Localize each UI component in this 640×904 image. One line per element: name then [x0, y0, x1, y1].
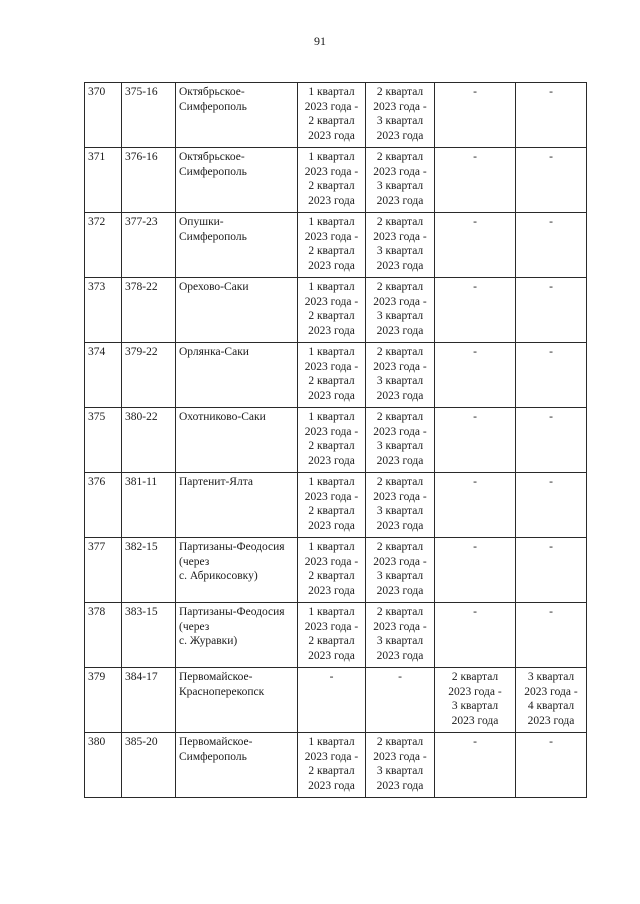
table-row	[85, 278, 587, 343]
route-code-cell: 382-15	[122, 538, 176, 603]
table-row	[85, 83, 587, 148]
period-3-cell: -	[435, 733, 516, 798]
period-1-cell: 1 квартал 2023 года - 2 квартал 2023 года	[298, 278, 366, 343]
period-3-cell: -	[435, 538, 516, 603]
period-4-cell: 3 квартал 2023 года - 4 квартал 2023 года	[516, 668, 587, 733]
period-4-cell: -	[516, 603, 587, 668]
route-name-cell: Октябрьское- Симферополь	[176, 148, 298, 213]
period-1-cell: 1 квартал 2023 года - 2 квартал 2023 года	[298, 603, 366, 668]
period-3-cell: -	[435, 408, 516, 473]
period-4-cell: -	[516, 473, 587, 538]
route-name-cell: Первомайское- Симферополь	[176, 733, 298, 798]
route-code-cell: 377-23	[122, 213, 176, 278]
route-name-cell: Орехово-Саки	[176, 278, 298, 343]
table-row	[85, 538, 587, 603]
route-name-cell: Октябрьское- Симферополь	[176, 83, 298, 148]
route-code-cell: 383-15	[122, 603, 176, 668]
period-1-cell: 1 квартал 2023 года - 2 квартал 2023 года	[298, 213, 366, 278]
table-row	[85, 148, 587, 213]
period-2-cell: 2 квартал 2023 года - 3 квартал 2023 года	[366, 213, 435, 278]
period-1-cell: -	[298, 668, 366, 733]
period-3-cell: -	[435, 213, 516, 278]
period-1-cell: 1 квартал 2023 года - 2 квартал 2023 года	[298, 408, 366, 473]
row-number-cell: 372	[85, 213, 122, 278]
period-2-cell: 2 квартал 2023 года - 3 квартал 2023 года	[366, 408, 435, 473]
table-body	[85, 83, 587, 798]
route-name-cell: Орлянка-Саки	[176, 343, 298, 408]
row-number-cell: 373	[85, 278, 122, 343]
page-number: 91	[314, 34, 326, 48]
row-number-cell: 376	[85, 473, 122, 538]
period-3-cell: -	[435, 343, 516, 408]
route-code-cell: 385-20	[122, 733, 176, 798]
row-number-cell: 377	[85, 538, 122, 603]
table-row	[85, 473, 587, 538]
row-number-cell: 374	[85, 343, 122, 408]
row-number-cell: 370	[85, 83, 122, 148]
period-4-cell: -	[516, 213, 587, 278]
period-2-cell: 2 квартал 2023 года - 3 квартал 2023 года	[366, 538, 435, 603]
row-number-cell: 378	[85, 603, 122, 668]
route-name-cell: Опушки- Симферополь	[176, 213, 298, 278]
row-number-cell: 379	[85, 668, 122, 733]
period-1-cell: 1 квартал 2023 года - 2 квартал 2023 года	[298, 83, 366, 148]
period-3-cell: -	[435, 83, 516, 148]
table-row	[85, 668, 587, 733]
route-schedule-table	[84, 82, 587, 798]
period-3-cell: -	[435, 278, 516, 343]
period-3-cell: -	[435, 473, 516, 538]
period-2-cell: 2 квартал 2023 года - 3 квартал 2023 года	[366, 278, 435, 343]
period-4-cell: -	[516, 538, 587, 603]
period-2-cell: 2 квартал 2023 года - 3 квартал 2023 года	[366, 148, 435, 213]
period-1-cell: 1 квартал 2023 года - 2 квартал 2023 года	[298, 473, 366, 538]
period-3-cell: 2 квартал 2023 года - 3 квартал 2023 года	[435, 668, 516, 733]
period-2-cell: 2 квартал 2023 года - 3 квартал 2023 года	[366, 473, 435, 538]
route-code-cell: 379-22	[122, 343, 176, 408]
table-row	[85, 408, 587, 473]
route-name-cell: Первомайское- Красноперекопск	[176, 668, 298, 733]
period-4-cell: -	[516, 278, 587, 343]
route-name-cell: Партизаны-Феодосия (через с. Абрикосовку)	[176, 538, 298, 603]
period-4-cell: -	[516, 733, 587, 798]
route-code-cell: 378-22	[122, 278, 176, 343]
route-name-cell: Партизаны-Феодосия (через с. Журавки)	[176, 603, 298, 668]
route-code-cell: 380-22	[122, 408, 176, 473]
route-code-cell: 381-11	[122, 473, 176, 538]
route-code-cell: 375-16	[122, 83, 176, 148]
period-4-cell: -	[516, 343, 587, 408]
route-name-cell: Охотниково-Саки	[176, 408, 298, 473]
period-1-cell: 1 квартал 2023 года - 2 квартал 2023 года	[298, 148, 366, 213]
row-number-cell: 380	[85, 733, 122, 798]
route-code-cell: 384-17	[122, 668, 176, 733]
table-row	[85, 733, 587, 798]
route-name-cell: Партенит-Ялта	[176, 473, 298, 538]
period-2-cell: 2 квартал 2023 года - 3 квартал 2023 года	[366, 603, 435, 668]
period-2-cell: 2 квартал 2023 года - 3 квартал 2023 года	[366, 83, 435, 148]
row-number-cell: 375	[85, 408, 122, 473]
row-number-cell: 371	[85, 148, 122, 213]
period-4-cell: -	[516, 83, 587, 148]
period-1-cell: 1 квартал 2023 года - 2 квартал 2023 года	[298, 733, 366, 798]
period-1-cell: 1 квартал 2023 года - 2 квартал 2023 года	[298, 538, 366, 603]
period-3-cell: -	[435, 603, 516, 668]
period-2-cell: -	[366, 668, 435, 733]
period-3-cell: -	[435, 148, 516, 213]
table-row	[85, 213, 587, 278]
table-row	[85, 343, 587, 408]
table-row	[85, 603, 587, 668]
route-code-cell: 376-16	[122, 148, 176, 213]
period-2-cell: 2 квартал 2023 года - 3 квартал 2023 года	[366, 343, 435, 408]
period-4-cell: -	[516, 148, 587, 213]
period-1-cell: 1 квартал 2023 года - 2 квартал 2023 года	[298, 343, 366, 408]
period-4-cell: -	[516, 408, 587, 473]
period-2-cell: 2 квартал 2023 года - 3 квартал 2023 года	[366, 733, 435, 798]
